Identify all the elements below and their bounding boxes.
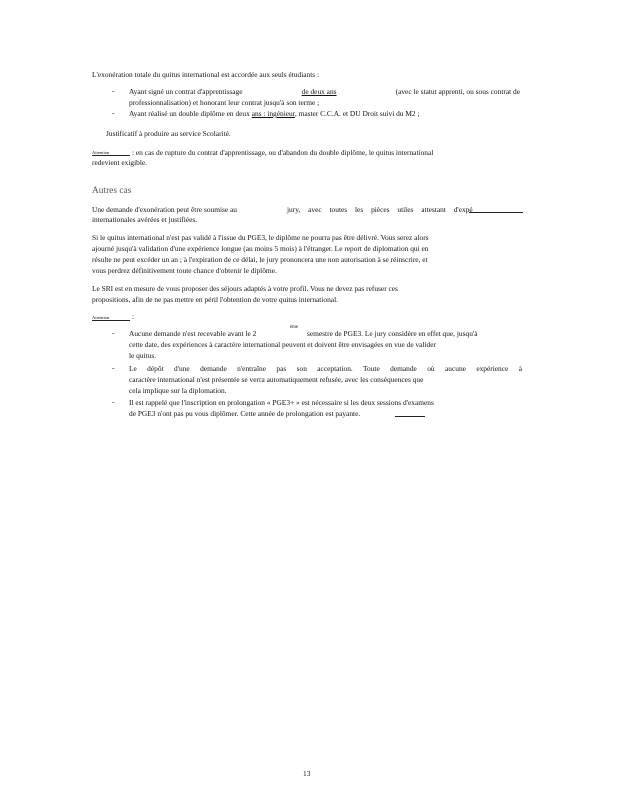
page-number: 13 xyxy=(303,769,311,778)
section-heading: Autres cas xyxy=(92,186,132,196)
list-item-line: de PGE3 n'ont pas pu vous diplômer. Cette année de prolongation est payante. xyxy=(129,409,361,418)
list-item-text: Ayant signé un contrat d'apprentissage xyxy=(129,87,243,96)
paragraph-text: Une demande d'exonération peut être soumise au xyxy=(92,205,237,214)
intro-text: L'exonération totale du quitus international est accordée aux seuls étudiants : xyxy=(92,70,320,79)
paragraph-continued xyxy=(287,204,522,215)
list-item-text: (avec le statut apprenti, ou sous contrat de xyxy=(395,87,520,96)
list-item-line: cette date, des expériences à caractère international peuvent et doivent être envisagées en vue de valider xyxy=(129,340,436,349)
list-item-text: , master C.C.A. et DU Droit suivi du M2 ; xyxy=(294,109,420,118)
end-rule xyxy=(395,416,425,417)
attention-text: : en cas de rupture du contrat d'apprentissage, ou d'abandon du double diplôme, le quitus international xyxy=(132,148,434,157)
list-item-underlined: ans : ingénieur xyxy=(251,109,295,118)
paragraph-line: internationales avérées et justifiées. xyxy=(92,215,198,224)
list-item-line: Le dépôt d'une demande n'entraîne pas son acceptation. Toute demande où aucune expérience à xyxy=(129,364,522,373)
list-dash: - xyxy=(112,397,115,406)
list-item xyxy=(129,86,520,97)
underline-rule xyxy=(469,212,523,213)
list-item-line: cela implique sur la diplomation. xyxy=(129,386,227,395)
paragraph-line: Le SRI est en mesure de vous proposer des séjours adaptés à votre profil. Vous ne devez pas refuser ces xyxy=(92,284,398,293)
list-item-text: Aucune demande n'est recevable avant le 2 xyxy=(129,329,257,338)
attention-label: Attention xyxy=(92,315,110,320)
attention-text-line2: redevient exigible. xyxy=(92,158,147,167)
paragraph-line: résulte ne peut excéder un an ; à l'expiration de ce délai, le jury prononcera une non autorisation à se réinscrire, et xyxy=(92,255,428,264)
list-item-underlined: de deux ans xyxy=(301,87,337,96)
paragraph-line: ajourné jusqu'à validation d'une expérience longue (au moins 5 mois) à l'étranger. Le report de diplomation qui en xyxy=(92,244,429,253)
list-item-line: Il est rappelé que l'inscription en prolongation « PGE3+ » est nécessaire si les deux sessions d'examens xyxy=(129,398,434,407)
justificatif-text: Justificatif à produire au service Scolarité. xyxy=(106,129,231,138)
list-dash: - xyxy=(112,86,115,95)
list-item-line: professionnalisation) et honorant leur contrat jusqu'à son terme ; xyxy=(129,98,320,107)
attention-colon: : xyxy=(132,312,135,321)
superscript: ème xyxy=(290,325,298,330)
list-item-line: caractère international n'est présentée se verra automatiquement refusée, avec les conséquences que xyxy=(129,375,424,384)
list-dash: - xyxy=(112,328,115,337)
attention-underline xyxy=(92,320,130,321)
list-dash: - xyxy=(112,363,115,372)
list-item-text: semestre de PGE3. Le jury considère en effet que, jusqu'à xyxy=(307,329,478,338)
paragraph-line: vous perdrez définitivement toute chance d'obtenir le diplôme. xyxy=(92,266,277,275)
list-dash: - xyxy=(112,108,115,117)
list-item-text: Ayant réalisé un double diplôme en deux xyxy=(129,109,250,118)
paragraph-line: Si le quitus international n'est pas validé à l'issue du PGE3, le diplôme ne pourra pas être délivré. Vous serez alors xyxy=(92,233,429,242)
attention-underline xyxy=(92,155,130,156)
paragraph-line: propositions, afin de ne pas mettre en péril l'obtention de votre quitus international. xyxy=(92,295,338,304)
list-item xyxy=(129,108,420,119)
attention-label: Attention xyxy=(92,150,110,155)
paragraph-text: jury, avec toutes les pièces utiles attestant d'expé xyxy=(287,205,473,214)
list-item-line: le quitus. xyxy=(129,351,157,360)
